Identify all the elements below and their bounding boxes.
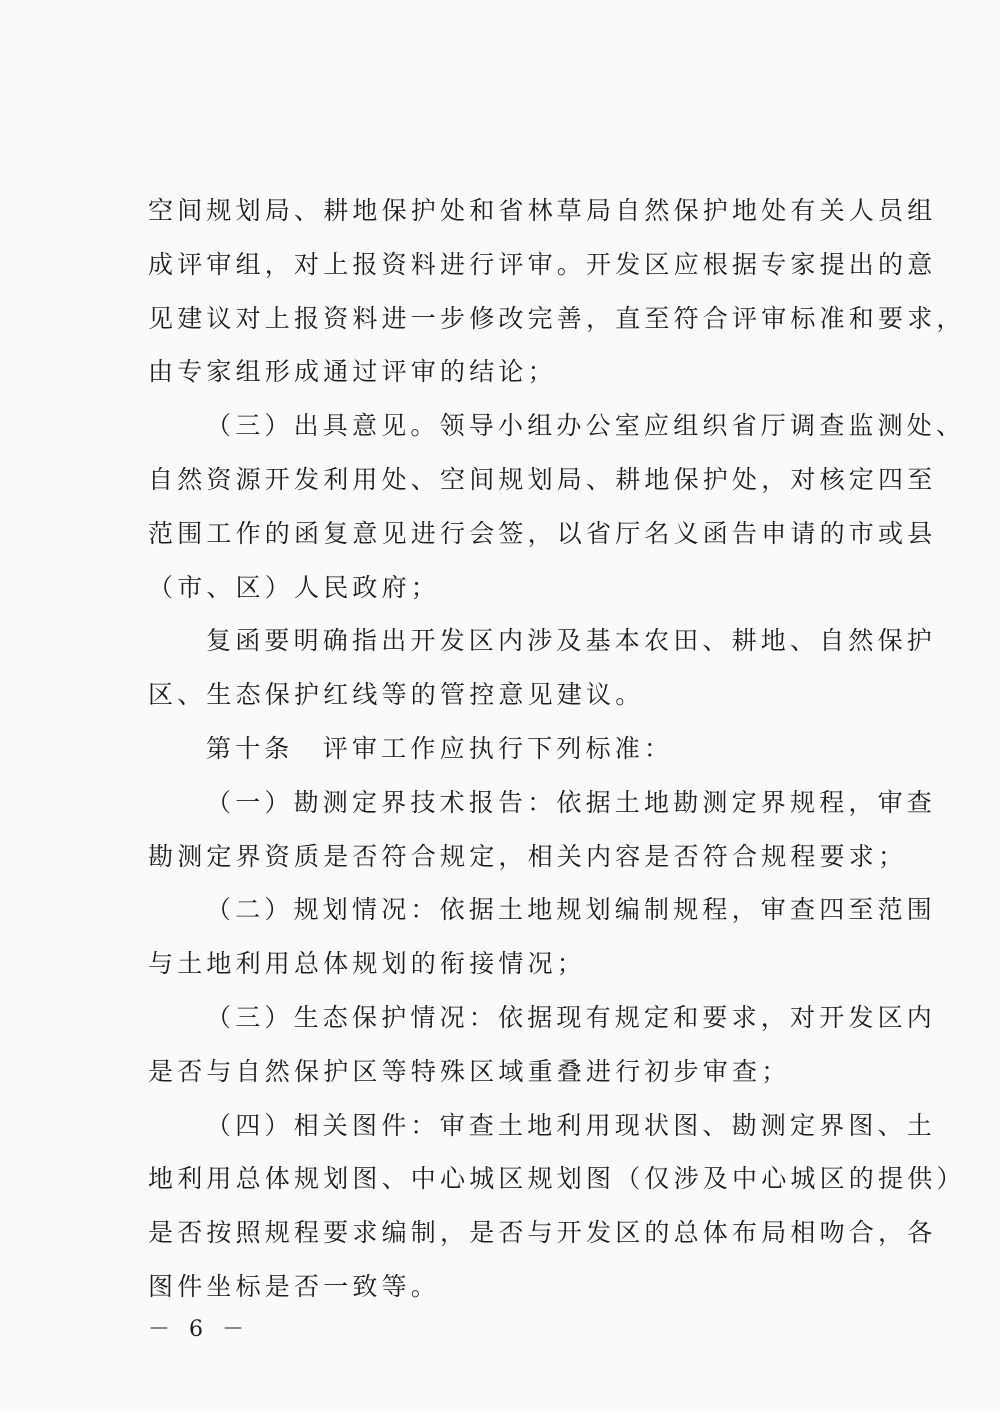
text-line: 是否与自然保护区等特殊区域重叠进行初步审查；	[148, 1056, 791, 1086]
para-item-3-issue-opinion	[148, 399, 966, 614]
page-number: － 6 －	[148, 1317, 250, 1342]
text-line: 见建议对上报资料进一步修改完善，直至符合评审标准和要求，	[148, 303, 966, 333]
text-line: （一）勘测定界技术报告：依据土地勘测定界规程，审查	[206, 787, 937, 817]
text-line: 自然资源开发利用处、空间规划局、耕地保护处，对核定四至	[148, 464, 937, 494]
text-line: 勘测定界资质是否符合规定，相关内容是否符合规程要求；	[148, 841, 908, 871]
para-standard-2	[148, 883, 937, 991]
article-heading: 第十条 评审工作应执行下列标准：	[206, 733, 674, 763]
document-body	[148, 184, 966, 1314]
text-line: （三）出具意见。领导小组办公室应组织省厅调查监测处、	[206, 411, 966, 441]
text-line: 区、生态保护红线等的管控意见建议。	[148, 680, 645, 710]
text-line: 成评审组，对上报资料进行评审。开发区应根据专家提出的意	[148, 249, 937, 279]
text-line: 是否按照规程要求编制，是否与开发区的总体布局相吻合，各	[148, 1218, 937, 1248]
text-line: 空间规划局、耕地保护处和省林草局自然保护地处有关人员组	[148, 196, 937, 225]
para-standard-1	[148, 776, 937, 884]
para-continuation	[148, 184, 966, 399]
text-line: 范围工作的函复意见进行会签，以省厅名义函告申请的市或县	[148, 518, 937, 548]
para-reply-letter	[148, 614, 937, 722]
text-line: （市、区）人民政府；	[148, 572, 441, 602]
text-line: 复函要明确指出开发区内涉及基本农田、耕地、自然保护	[206, 626, 937, 656]
text-line: 由专家组形成通过评审的结论；	[148, 357, 557, 387]
text-line: （二）规划情况：依据土地规划编制规程，审查四至范围	[206, 895, 937, 925]
text-line: 地利用总体规划图、中心城区规划图（仅涉及中心城区的提供）	[148, 1164, 966, 1194]
text-line: 图件坐标是否一致等。	[148, 1271, 441, 1301]
text-line: 与土地利用总体规划的衔接情况；	[148, 949, 587, 979]
para-standard-3	[148, 991, 937, 1099]
para-standard-4	[148, 1099, 966, 1314]
text-line: （三）生态保护情况：依据现有规定和要求，对开发区内	[206, 1002, 937, 1032]
para-article-10	[148, 722, 888, 776]
text-line: （四）相关图件：审查土地利用现状图、勘测定界图、土	[206, 1110, 937, 1140]
